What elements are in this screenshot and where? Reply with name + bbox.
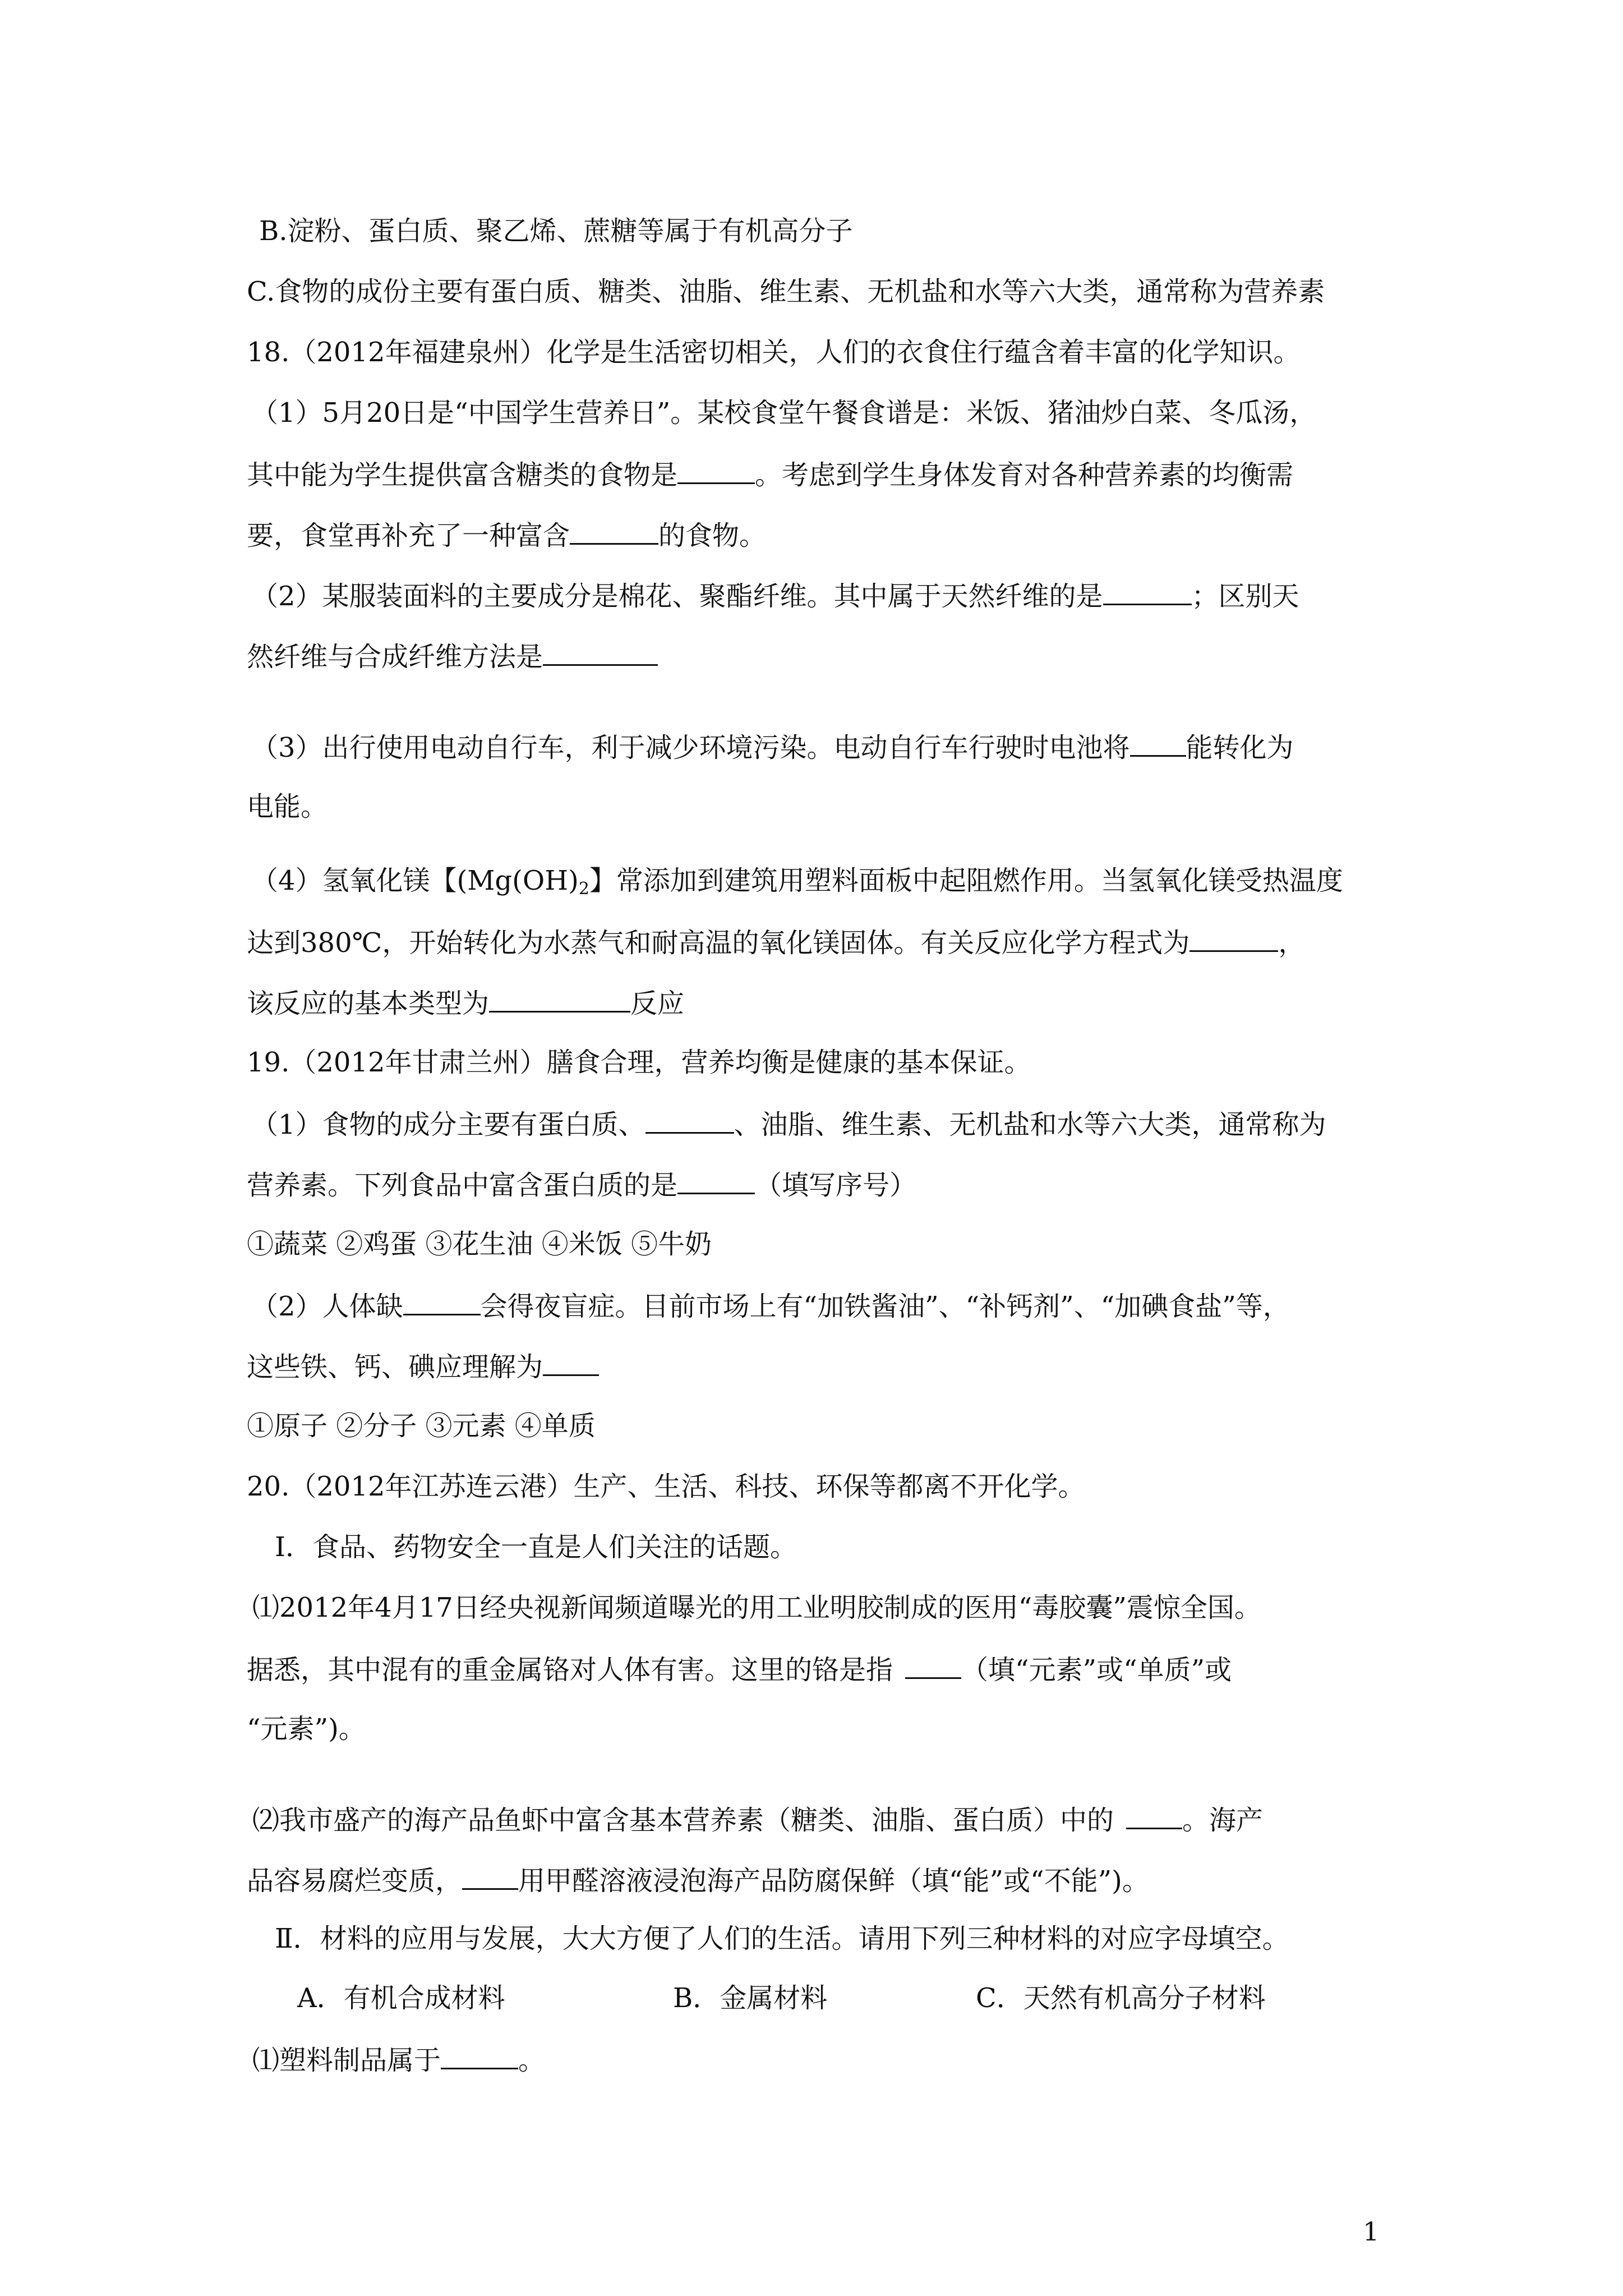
q19-part1-line2: [247, 1167, 916, 1200]
question-20-title: [247, 1470, 1085, 1503]
line-text: “元素”)。: [247, 1713, 366, 1745]
question-19-title: [247, 1046, 1031, 1079]
answer-blank[interactable]: [645, 1106, 734, 1134]
answer-blank[interactable]: [570, 517, 658, 545]
line-text: 、油脂、维生素、无机盐和水等六大类，通常称为: [734, 1109, 1326, 1140]
line-text: （2）人体缺: [251, 1291, 403, 1322]
line-text: 18.（2012年福建泉州）化学是生活密切相关，人们的衣食住行蕴含着丰富的化学知识。: [247, 337, 1301, 368]
line-text: 。: [518, 2045, 546, 2076]
line-text: 电能。: [247, 791, 328, 822]
line-text: Ⅰ．食品、药物安全一直是人们关注的话题。: [275, 1531, 797, 1563]
answer-blank[interactable]: [905, 1651, 961, 1679]
answer-blank[interactable]: [543, 638, 658, 666]
line-text: （1）5月20日是“中国学生营养日”。某校食堂午餐食谱是：米饭、猪油炒白菜、冬瓜汤，: [251, 397, 1317, 429]
line-text: （1）食物的成分主要有蛋白质、: [251, 1109, 645, 1140]
line-text: 会得夜盲症。目前市场上有“加铁酱油”、“补钙剂”、“加碘食盐”等，: [480, 1291, 1290, 1322]
q20-part1-line3: [247, 1712, 366, 1746]
answer-blank[interactable]: [462, 1862, 518, 1890]
q20-section-2-heading: [275, 1922, 1289, 1955]
option-c: C．天然有机高分子材料: [976, 1982, 1266, 2014]
line-text: 该反应的基本类型为: [247, 988, 490, 1019]
line-text: （填“元素”或“单质”或: [961, 1654, 1232, 1686]
line-text: ⑵我市盛产的海产品鱼虾中富含基本营养素（糖类、油脂、蛋白质）中的: [252, 1805, 1114, 1836]
line-text: 反应: [630, 988, 685, 1019]
line-text: 这些铁、钙、碘应理解为: [247, 1351, 543, 1383]
line-text: 据悉，其中混有的重金属铬对人体有害。这里的铬是指: [247, 1654, 893, 1686]
q18-part3-line1: [251, 729, 1294, 763]
q18-part1-line2: [247, 457, 1293, 490]
line-text: （3）出行使用电动自行车，利于减少环境污染。电动自行车行驶时电池将: [251, 732, 1130, 763]
q18-part4-line3: [247, 985, 684, 1019]
line-text: 营养素。下列食品中富含蛋白质的是: [247, 1170, 678, 1201]
option-b: B．金属材料: [673, 1982, 828, 2014]
answer-blank[interactable]: [1126, 1802, 1182, 1829]
answer-blank[interactable]: [1130, 729, 1186, 757]
option-b-text: [259, 214, 853, 248]
line-text: B.淀粉、蛋白质、聚乙烯、蔗糖等属于有机高分子: [259, 215, 853, 247]
answer-blank[interactable]: [403, 1288, 481, 1315]
line-text: 。海产: [1182, 1805, 1264, 1836]
line-text: 其中能为学生提供富含糖类的食物是: [247, 459, 678, 491]
line-text: ，: [1278, 927, 1306, 959]
line-text: 用甲醛溶液浸泡海产品防腐保鲜（填“能”或“不能”)。: [518, 1865, 1149, 1897]
q18-part4-line1: [251, 864, 1343, 898]
q19-particle-options: [247, 1409, 596, 1443]
q18-part3-line2: [247, 790, 328, 823]
answer-blank[interactable]: [1189, 924, 1278, 952]
q19-part1-line1: [251, 1106, 1326, 1140]
q19-part2-line2: [247, 1349, 599, 1382]
answer-blank[interactable]: [1103, 578, 1192, 605]
q18-part2-line1: [251, 578, 1299, 611]
q18-part2-line2: [247, 638, 658, 672]
q19-part2-line1: [251, 1288, 1290, 1322]
line-text: 。考虑到学生身体发育对各种营养素的均衡需: [755, 459, 1294, 491]
line-text: 19.（2012年甘肃兰州）膳食合理，营养均衡是健康的基本保证。: [247, 1047, 1031, 1078]
line-text: ⑴塑料制品属于: [252, 2045, 441, 2076]
line-text: 20.（2012年江苏连云港）生产、生活、科技、环保等都离不开化学。: [247, 1471, 1085, 1502]
answer-blank[interactable]: [489, 985, 630, 1013]
subscript: 2: [578, 879, 589, 899]
line-text: 达到380℃，开始转化为水蒸气和耐高温的氧化镁固体。有关反应化学方程式为: [247, 927, 1190, 959]
line-text: ①蔬菜 ②鸡蛋 ③花生油 ④米饭 ⑤牛奶: [247, 1228, 712, 1260]
line-text: 】常添加到建筑用塑料面板中起阻燃作用。当氢氧化镁受热温度: [589, 865, 1343, 896]
q20-section-1-heading: [275, 1530, 797, 1564]
line-text: C.食物的成份主要有蛋白质、糖类、油脂、维生素、无机盐和水等六大类，通常称为营养素: [247, 276, 1325, 307]
q19-food-options: [247, 1227, 712, 1261]
page-number: 1: [1363, 2216, 1380, 2247]
line-text: ①原子 ②分子 ③元素 ④单质: [247, 1410, 596, 1442]
q18-part1-line1: [251, 396, 1316, 430]
q20-part3-line1: [252, 2042, 545, 2076]
option-c-text: [247, 275, 1325, 309]
material-options: [297, 1981, 1419, 2015]
question-18-title: [247, 335, 1301, 369]
q18-part4-line2: [247, 924, 1305, 958]
q20-part1-line1: [252, 1591, 1261, 1625]
option-a: A．有机合成材料: [297, 1982, 505, 2014]
line-text: 品容易腐烂变质，: [247, 1865, 463, 1897]
line-text: ；区别天: [1191, 581, 1299, 612]
line-text: （2）某服装面料的主要成分是棉花、聚酯纤维。其中属于天然纤维的是: [251, 581, 1103, 612]
line-text: 要，食堂再补充了一种富含: [247, 520, 570, 551]
answer-blank[interactable]: [677, 457, 755, 484]
line-text: 的食物。: [658, 520, 767, 551]
line-text: Ⅱ．材料的应用与发展，大大方便了人们的生活。请用下列三种材料的对应字母填空。: [275, 1923, 1289, 1954]
line-text: （4）氢氧化镁【(Mg(OH): [251, 865, 579, 896]
line-text: （填写序号）: [755, 1170, 917, 1201]
line-text: ⑴2012年4月17日经央视新闻频道曝光的用工业明胶制成的医用“毒胶囊”震惊全国。: [252, 1592, 1261, 1623]
answer-blank[interactable]: [441, 2042, 518, 2069]
q20-part2-line2: [247, 1862, 1149, 1896]
answer-blank[interactable]: [677, 1167, 755, 1194]
q20-part2-line1: [252, 1802, 1263, 1835]
answer-blank[interactable]: [543, 1349, 599, 1376]
q18-part1-line3: [247, 517, 766, 551]
q20-part1-line2: [247, 1651, 1232, 1685]
line-text: 然纤维与合成纤维方法是: [247, 641, 543, 673]
line-text: 能转化为: [1186, 732, 1294, 763]
